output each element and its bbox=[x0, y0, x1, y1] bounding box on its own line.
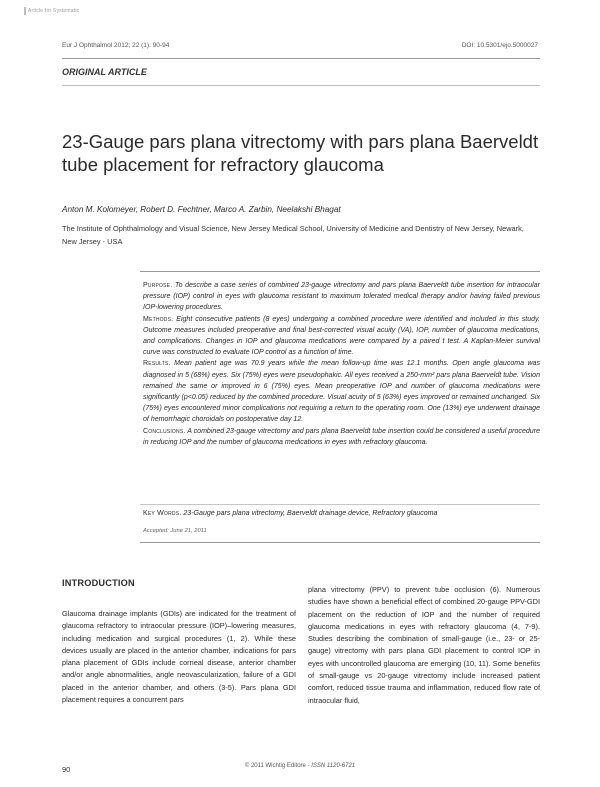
conclusions-text: A combined 23-gauge vitrectomy and pars plana Baerveldt tube insertion could be considered a useful procedure in reducing IOP and the number of glaucoma medications in eyes with refractory glaucoma. bbox=[143, 427, 540, 446]
abstract-conclusions bbox=[143, 426, 540, 448]
body-column-right: plana vitrectomy (PPV) to prevent tube occlusion (6). Numerous studies have shown a beneficial effect of combined 20-gauge PPV-GDI placement on the reduction of IOP and the number of required glaucoma medications in eyes with refractory glaucoma (4, 7-9). Studies describing the combination of small-gauge (i.e., 23- or 25-gauge) vitrectomy with pars plana GDI placement to control IOP in eyes with uncontrolled glaucoma are emerging (10, 11). Some benefits of small-gauge vs 20-gauge vitrectomy include increased patient comfort, reduced tissue trauma and inflammation, reduced flow rate of intraocular fluid, bbox=[308, 585, 540, 705]
abstract bbox=[143, 280, 540, 448]
keywords-text: 23-Gauge pars plana vitrectomy, Baerveldt drainage device, Refractory glaucoma bbox=[183, 510, 438, 517]
conclusions-label: Conclusions. bbox=[143, 427, 186, 435]
accepted-date: Accepted: June 21, 2011 bbox=[143, 528, 207, 534]
section-divider bbox=[62, 85, 540, 86]
badge-text: Article for Systematic bbox=[28, 8, 80, 14]
abstract-methods bbox=[143, 314, 540, 359]
journal-citation: Eur J Ophthalmol 2012; 22 (1): 90-94 bbox=[62, 42, 170, 49]
body-column-left: Glaucoma drainage implants (GDIs) are indicated for the treatment of glaucoma refractory to intraocular pressure (IOP)–lowering measures, including medication and surgical procedures (1, 2). While these devices usually are placed in the anterior chamber, indications for pars plana placement of GDIs include corneal disease, anterior chamber and/or angle abnormalities, angle neovascularization, failure of a GDI placed in the anterior chamber, and others (3-5). Pars plana GDI placement requires a concurrent pars bbox=[62, 609, 296, 705]
header-divider bbox=[62, 58, 540, 59]
section-label: ORIGINAL ARTICLE bbox=[62, 67, 147, 77]
results-text: Mean patient age was 70.9 years while the mean follow-up time was 12.1 months. Open angle glaucoma was diagnosed in 5 (68%) eyes. Six (75%) eyes were pseudophakic. All eyes received a 250-mm² pars plana Baerveldt tube. Vision remained the same or improved in 6 (75%) eyes. Mean preoperative IOP and number of glaucoma medications were significantly (p<0.05) reduced by the combined procedure. Visual acuity of 5 (63%) eyes improved or remained unchanged. Six (75%) eyes encountered minor complications not requiring a return to the operating room. One (13%) eye underwent drainage of hemorrhagic choroidals on postoperative day 12. bbox=[143, 360, 540, 424]
keywords-label: Key Words. bbox=[143, 510, 182, 517]
doi-link[interactable]: DOI: 10.5301/ejo.5000027 bbox=[461, 42, 538, 49]
keywords bbox=[143, 510, 540, 517]
methods-text: Eight consecutive patients (8 eyes) undergoing a combined procedure were identified and included in this study. Outcome measures included preoperative and final best-corrected visual acuity (VA), IOP, number of glaucoma medications, and complications. Changes in IOP and glaucoma medications were compared by a paired t test. A Kaplan-Meier survival curve was constructed to evaluate IOP control as a function of time. bbox=[143, 315, 540, 357]
purpose-text: To describe a case series of combined 23-gauge vitrectomy and pars plana Baerveldt tube insertion for intraocular pressure (IOP) control in eyes with glaucoma resistant to maximum tolerated medical therapy and/or having failed previous IOP-lowering procedures. bbox=[143, 282, 540, 312]
author-list: Anton M. Kolomeyer, Robert D. Fechtner, Marco A. Zarbin, Neelakshi Bhagat bbox=[62, 205, 341, 214]
results-label: Results. bbox=[143, 360, 171, 368]
abstract-results bbox=[143, 358, 540, 425]
repository-badge bbox=[24, 6, 78, 16]
abstract-purpose bbox=[143, 280, 540, 314]
abstract-bottom-rule bbox=[140, 542, 540, 543]
methods-label: Methods. bbox=[143, 315, 174, 323]
page-number: 90 bbox=[62, 765, 71, 774]
issn-text: ISSN 1120-6721 bbox=[311, 763, 356, 769]
copyright-footer bbox=[0, 763, 600, 769]
keywords-rule bbox=[140, 504, 540, 505]
copyright-text: © 2011 Wichtig Editore - bbox=[244, 763, 312, 769]
badge-icon bbox=[24, 7, 26, 15]
introduction-heading: INTRODUCTION bbox=[62, 578, 135, 588]
author-affiliation: The Institute of Ophthalmology and Visual Science, New Jersey Medical School, University of Medicine and Dentistry of New Jersey, Newark, New Jersey - USA bbox=[62, 224, 524, 246]
purpose-label: Purpose. bbox=[143, 282, 173, 289]
abstract-top-rule bbox=[140, 271, 540, 272]
article-title: 23-Gauge pars plana vitrectomy with pars plana Baerveldt tube placement for refractory glaucoma bbox=[62, 131, 539, 175]
